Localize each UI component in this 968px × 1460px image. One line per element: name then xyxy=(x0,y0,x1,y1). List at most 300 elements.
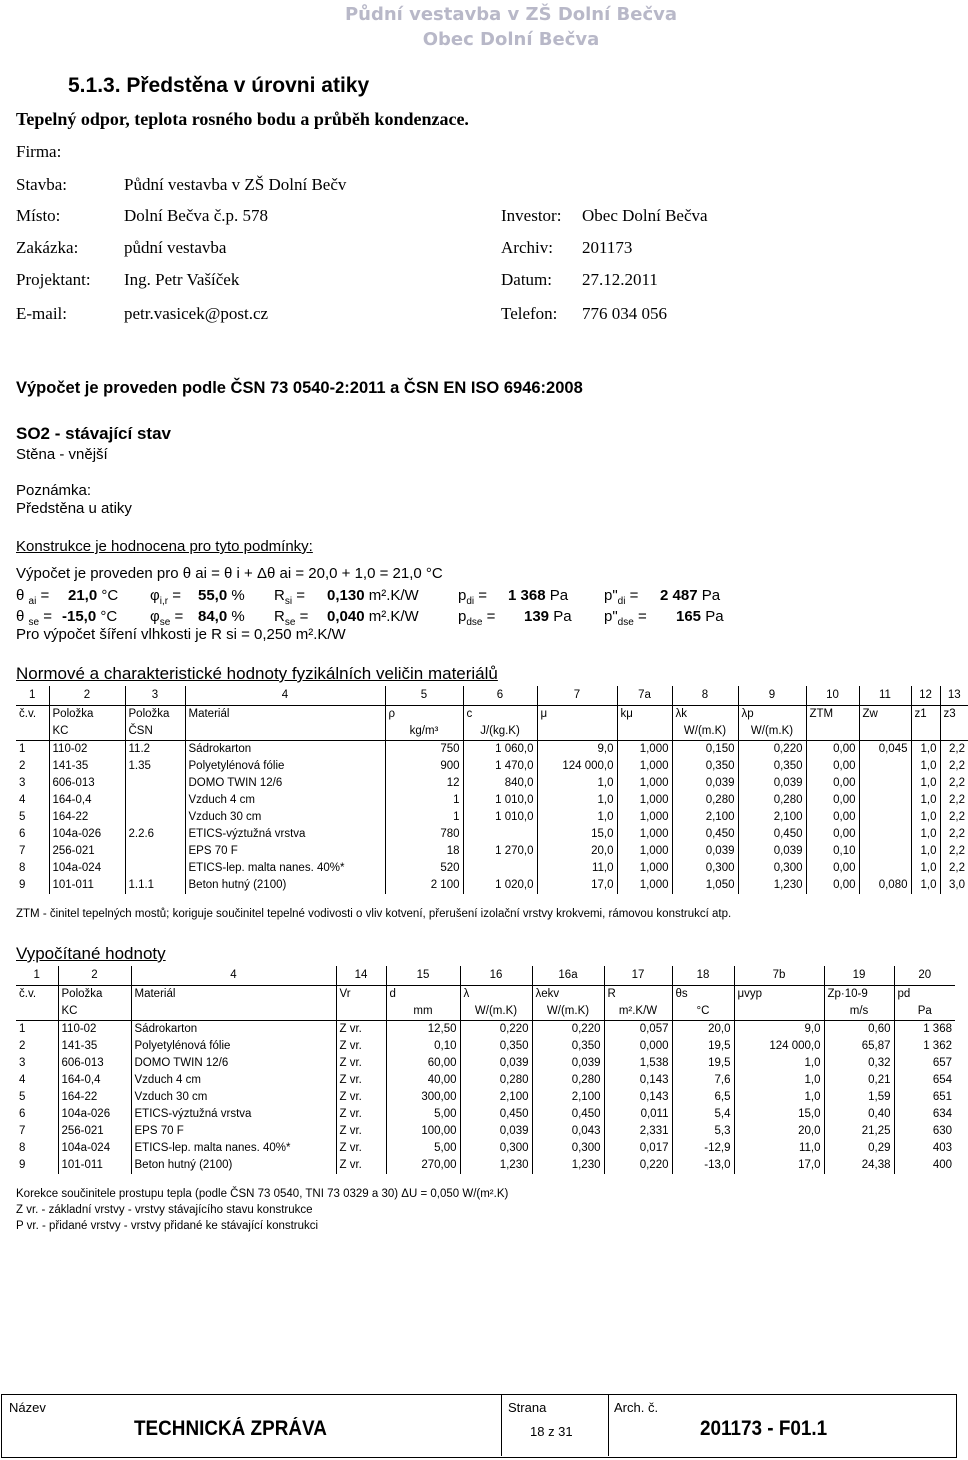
table-cell: ETICS-lep. malta nanes. 40%* xyxy=(131,1140,336,1157)
conditions-calc-line: Výpočet je proveden pro θ ai = θ i + Δθ ai = 20,0 + 1,0 = 21,0 °C xyxy=(16,565,443,582)
table-cell: 1 060,0 xyxy=(463,741,537,759)
table-cell: Beton hutný (2100) xyxy=(131,1157,336,1174)
header-units-row-cell xyxy=(16,723,49,741)
column-number-row-cell: 2 xyxy=(49,686,125,706)
table-cell: 654 xyxy=(894,1072,955,1089)
table-cell: 1,0 xyxy=(911,792,940,809)
table-cell: 20,0 xyxy=(672,1021,734,1039)
table-cell xyxy=(859,758,911,775)
table-cell: 164-0,4 xyxy=(49,792,125,809)
header-units-row-cell: KC xyxy=(58,1003,131,1021)
note-label: Poznámka: xyxy=(16,482,92,499)
header-units-row-cell: KC xyxy=(49,723,125,741)
table-cell: 2,2 xyxy=(940,860,968,877)
table-cell: 2,2 xyxy=(940,741,968,759)
header-row-cell: Položka xyxy=(58,986,131,1004)
table-cell: 1,0 xyxy=(911,775,940,792)
table-cell: 270,00 xyxy=(386,1157,460,1174)
column-number-row-cell: 20 xyxy=(894,966,955,986)
table-cell xyxy=(463,860,537,877)
header-row-cell: θs xyxy=(672,986,734,1004)
header-owner: Obec Dolní Bečva xyxy=(422,29,600,50)
table-cell: 2,2 xyxy=(940,792,968,809)
header-units-row-cell: Pa xyxy=(894,1003,955,1021)
table-cell: 21,25 xyxy=(824,1123,894,1140)
investor-value: Obec Dolní Bečva xyxy=(582,206,708,225)
table-cell: 1,000 xyxy=(617,792,672,809)
table-cell: Polyetylénová fólie xyxy=(185,758,385,775)
header-row-cell: Zp·10-9 xyxy=(824,986,894,1004)
table-cell: 0,039 xyxy=(738,775,806,792)
table-cell: 0,00 xyxy=(806,877,859,894)
table-cell: 0,450 xyxy=(672,826,738,843)
table-cell: 0,143 xyxy=(604,1072,672,1089)
table-cell: 1,0 xyxy=(911,758,940,775)
table-cell: 4 xyxy=(19,794,26,806)
firma-label: Firma: xyxy=(16,142,62,161)
footer-divider-2 xyxy=(608,1394,609,1456)
pdse-value: 139 Pa xyxy=(524,608,572,625)
table-cell: 2,2 xyxy=(940,843,968,860)
table-cell: 6 xyxy=(19,1108,26,1120)
note-text: Předstěna u atiky xyxy=(16,500,132,517)
table-cell: 0,00 xyxy=(806,860,859,877)
table-cell: 1,0 xyxy=(911,809,940,826)
header-row-cell: ZTM xyxy=(806,706,859,724)
column-number-row-cell: 10 xyxy=(806,686,859,706)
theta-ai-label: θ $_{ai}$ = xyxy=(16,587,50,607)
rse-value: 0,040 m².K/W xyxy=(327,608,419,625)
footer-strana-label: Strana xyxy=(508,1400,547,1415)
computed-table xyxy=(16,966,955,1174)
table-cell: 1,0 xyxy=(911,877,940,894)
projektant-value: Ing. Petr Vašíček xyxy=(124,270,240,289)
table-cell: 0,00 xyxy=(806,758,859,775)
table-cell: 0,29 xyxy=(824,1140,894,1157)
header-row-cell: č.v. xyxy=(19,708,37,720)
table-cell: 5,3 xyxy=(672,1123,734,1140)
rse-label: $R_{se}$ = xyxy=(274,608,309,628)
table-cell: 0,039 xyxy=(672,775,738,792)
table-cell: 12,50 xyxy=(386,1021,460,1039)
table-cell: 0,039 xyxy=(532,1055,604,1072)
table-cell: 403 xyxy=(894,1140,955,1157)
table-cell: 1.1.1 xyxy=(125,877,185,894)
pdi-label: $p_{di}$ = xyxy=(458,587,488,607)
table-cell: 0,300 xyxy=(672,860,738,877)
phi-se-value: 84,0 % xyxy=(198,608,245,625)
table-cell: 1 010,0 xyxy=(463,792,537,809)
misto-value: Dolní Bečva č.p. 578 xyxy=(124,206,268,225)
footer-nazev-label: Název xyxy=(9,1400,46,1415)
column-number-row-cell: 7b xyxy=(734,966,824,986)
table-cell: 0,300 xyxy=(460,1140,532,1157)
norm-line: Výpočet je proveden podle ČSN 73 0540-2:2011 a ČSN EN ISO 6946:2008 xyxy=(16,379,583,397)
table-cell: Vzduch 30 cm xyxy=(185,809,385,826)
table-cell: 2 xyxy=(19,1040,26,1052)
table-cell: 0,043 xyxy=(532,1123,604,1140)
table-cell: 3 xyxy=(19,777,26,789)
table-cell: 0,017 xyxy=(604,1140,672,1157)
theta-se-label: θ $_{se}$ = xyxy=(16,608,53,628)
header-units-row-cell: W/(m.K) xyxy=(738,723,806,741)
table-cell: 0,039 xyxy=(460,1055,532,1072)
table-cell: 15,0 xyxy=(734,1106,824,1123)
header-row-cell: λekv xyxy=(532,986,604,1004)
header-units-row-cell xyxy=(859,723,911,741)
header-row-cell: ρ xyxy=(385,706,463,724)
psat-dse-label: $p"_{dse}$ = xyxy=(604,608,647,628)
table-cell: 2.2.6 xyxy=(125,826,185,843)
table-cell: 1.35 xyxy=(125,758,185,775)
table-cell: Z vr. xyxy=(336,1106,386,1123)
table-cell: 0,60 xyxy=(824,1021,894,1039)
column-number-row-cell: 3 xyxy=(125,686,185,706)
table-cell xyxy=(125,860,185,877)
table-cell: 2,2 xyxy=(940,826,968,843)
table-cell: 657 xyxy=(894,1055,955,1072)
table-cell: 1 362 xyxy=(894,1038,955,1055)
email-label: E-mail: xyxy=(16,304,67,323)
header-units-row-cell: ČSN xyxy=(125,723,185,741)
table-cell: 780 xyxy=(385,826,463,843)
table-cell: 164-22 xyxy=(58,1089,131,1106)
table-cell: 20,0 xyxy=(537,843,617,860)
phi-se-label: $\varphi_{se}$ = xyxy=(150,608,184,628)
table-row xyxy=(16,792,968,809)
header-units-row-cell: m/s xyxy=(824,1003,894,1021)
header-row-cell: λ xyxy=(460,986,532,1004)
table-cell: 11,0 xyxy=(734,1140,824,1157)
header-row-cell: λp xyxy=(738,706,806,724)
conditions-heading: Konstrukce je hodnocena pro tyto podmínky: xyxy=(16,538,313,555)
moisture-line: Pro výpočet šíření vlhkosti je R si = 0,250 m².K/W xyxy=(16,626,346,643)
table-cell: 101-011 xyxy=(58,1157,131,1174)
table-cell: 8 xyxy=(19,862,26,874)
rsi-value: 0,130 m².K/W xyxy=(327,587,419,604)
table-cell: 5 xyxy=(19,1091,26,1103)
table-cell: 2,100 xyxy=(738,809,806,826)
table-cell: 104a-026 xyxy=(58,1106,131,1123)
header-units-row-cell: °C xyxy=(672,1003,734,1021)
table-cell: 9,0 xyxy=(537,741,617,759)
table-cell: 2,100 xyxy=(672,809,738,826)
table-cell: 0,080 xyxy=(859,877,911,894)
table-cell: 2,100 xyxy=(532,1089,604,1106)
header-row-cell: Materiál xyxy=(131,986,336,1004)
table-cell: 40,00 xyxy=(386,1072,460,1089)
table-cell: 2,2 xyxy=(940,775,968,792)
table-cell: 12 xyxy=(385,775,463,792)
table-cell: 7 xyxy=(19,845,26,857)
table-cell: 2 xyxy=(19,760,26,772)
table-cell: 0,039 xyxy=(672,843,738,860)
table-cell: 1,230 xyxy=(460,1157,532,1174)
table-cell: 0,10 xyxy=(806,843,859,860)
pdse-label: $p_{dse}$ = xyxy=(458,608,496,628)
table-row xyxy=(16,843,968,860)
column-number-row-cell: 12 xyxy=(911,686,940,706)
column-number-row-cell: 14 xyxy=(336,966,386,986)
header-row-cell: kμ xyxy=(617,706,672,724)
table-cell: 651 xyxy=(894,1089,955,1106)
table-cell: 20,0 xyxy=(734,1123,824,1140)
table-cell: DOMO TWIN 12/6 xyxy=(131,1055,336,1072)
column-number-row-cell: 7a xyxy=(617,686,672,706)
zakazka-label: Zakázka: xyxy=(16,238,79,257)
so-title: SO2 - stávající stav xyxy=(16,424,171,443)
table-cell: 0,300 xyxy=(532,1140,604,1157)
footer-arch: 201173 - F01.1 xyxy=(700,1417,828,1440)
table-cell: Z vr. xyxy=(336,1157,386,1174)
table-cell: 750 xyxy=(385,741,463,759)
header-row-cell: λk xyxy=(672,706,738,724)
header-units-row-cell: kg/m³ xyxy=(385,723,463,741)
table-cell: 1 368 xyxy=(894,1021,955,1039)
phi-ir-value: 55,0 % xyxy=(198,587,245,604)
email-value: petr.vasicek@post.cz xyxy=(124,304,269,323)
table-cell: 1,0 xyxy=(734,1072,824,1089)
table-cell: Z vr. xyxy=(336,1055,386,1072)
header-units-row-cell xyxy=(940,723,968,741)
table-cell: 0,220 xyxy=(604,1157,672,1174)
table-cell: 8 xyxy=(19,1142,26,1154)
column-number-row-cell: 5 xyxy=(385,686,463,706)
table-cell: 3,0 xyxy=(940,877,968,894)
document-subtitle: Tepelný odpor, teplota rosného bodu a průběh kondenzace. xyxy=(16,109,469,129)
table-row xyxy=(16,1123,955,1140)
table-cell: 2,100 xyxy=(460,1089,532,1106)
stavba-value: Půdní vestavba v ZŠ Dolní Bečv xyxy=(124,175,347,194)
table-row xyxy=(16,1072,955,1089)
header-row xyxy=(16,706,968,724)
computed-note-1: Korekce součinitele prostupu tepla (podle ČSN 73 0540, TNI 73 0329 a 30) ΔU = 0,050 W/(m².K) xyxy=(16,1188,509,1200)
table-cell: 15,0 xyxy=(537,826,617,843)
header-row-cell: Položka xyxy=(125,706,185,724)
table-cell: 1,0 xyxy=(537,792,617,809)
table-cell: EPS 70 F xyxy=(131,1123,336,1140)
section-title: 5.1.3. Předstěna v úrovni atiky xyxy=(68,74,370,97)
misto-label: Místo: xyxy=(16,206,61,225)
header-row-cell: Materiál xyxy=(185,706,385,724)
column-number-row-cell: 16 xyxy=(460,966,532,986)
table-cell: 0,045 xyxy=(859,741,911,759)
table-cell: 104a-024 xyxy=(49,860,125,877)
table-row xyxy=(16,1089,955,1106)
column-number-row xyxy=(16,966,955,986)
table-cell: 0,220 xyxy=(532,1021,604,1039)
table-cell: 0,00 xyxy=(806,809,859,826)
table-cell: Z vr. xyxy=(336,1072,386,1089)
table-cell: 0,450 xyxy=(460,1106,532,1123)
table-cell: 18 xyxy=(385,843,463,860)
table-cell: 1,000 xyxy=(617,758,672,775)
table-cell: Vzduch 30 cm xyxy=(131,1089,336,1106)
table-cell: 17,0 xyxy=(734,1157,824,1174)
telefon-label: Telefon: xyxy=(501,304,558,323)
header-units-row-cell xyxy=(911,723,940,741)
table-cell: Vzduch 4 cm xyxy=(185,792,385,809)
psat-di-value: 2 487 Pa xyxy=(660,587,721,604)
table-row xyxy=(16,809,968,826)
table-row xyxy=(16,1140,955,1157)
stavba-label: Stavba: xyxy=(16,175,67,194)
table-cell: 0,039 xyxy=(460,1123,532,1140)
table-cell: 0,350 xyxy=(672,758,738,775)
column-number-row-cell: 4 xyxy=(131,966,336,986)
table-cell xyxy=(859,826,911,843)
table-row xyxy=(16,1021,955,1039)
phi-ir-label: $\varphi_{i,r}$ = xyxy=(150,587,182,607)
table-cell: 7,6 xyxy=(672,1072,734,1089)
table-cell: 5 xyxy=(19,811,26,823)
wall-type: Stěna - vnější xyxy=(16,446,108,463)
computed-note-3: P vr. - přidané vrstvy - vrstvy přidané ke stávající konstrukci xyxy=(16,1220,319,1232)
table-cell: 1,000 xyxy=(617,826,672,843)
table-cell: 256-021 xyxy=(49,843,125,860)
header-row-cell: c xyxy=(463,706,537,724)
header-units-row-cell xyxy=(734,1003,824,1021)
datum-label: Datum: xyxy=(501,270,552,289)
table-cell xyxy=(859,809,911,826)
table-row xyxy=(16,741,968,759)
computed-title: Vypočítané hodnoty xyxy=(16,944,166,963)
header-units-row-cell: W/(m.K) xyxy=(672,723,738,741)
column-number-row-cell: 2 xyxy=(58,966,131,986)
header-units-row xyxy=(16,723,968,741)
table-row xyxy=(16,1038,955,1055)
table-cell: Z vr. xyxy=(336,1038,386,1055)
table-cell: 0,10 xyxy=(386,1038,460,1055)
column-number-row-cell: 9 xyxy=(738,686,806,706)
table-cell: Sádrokarton xyxy=(131,1021,336,1039)
table-cell: Vzduch 4 cm xyxy=(131,1072,336,1089)
psat-dse-value: 165 Pa xyxy=(676,608,724,625)
table-cell: 1,230 xyxy=(738,877,806,894)
table-cell: 2,2 xyxy=(940,809,968,826)
table-cell: -13,0 xyxy=(672,1157,734,1174)
table-cell: 1,0 xyxy=(537,775,617,792)
column-number-row-cell: 13 xyxy=(940,686,968,706)
header-units-row-cell xyxy=(617,723,672,741)
table-cell: 104a-026 xyxy=(49,826,125,843)
table-cell: 6,5 xyxy=(672,1089,734,1106)
table-cell: 17,0 xyxy=(537,877,617,894)
header-row-cell: č.v. xyxy=(19,988,37,1000)
computed-note-2: Z vr. - základní vrstvy - vrstvy stávajícího stavu konstrukce xyxy=(16,1204,313,1216)
column-number-row-cell: 7 xyxy=(537,686,617,706)
table-row xyxy=(16,1106,955,1123)
table-cell: 5,00 xyxy=(386,1140,460,1157)
table-cell: 0,000 xyxy=(604,1038,672,1055)
table-cell: 2 100 xyxy=(385,877,463,894)
table-cell: 1 020,0 xyxy=(463,877,537,894)
investor-label: Investor: xyxy=(501,206,562,225)
table-cell: 0,350 xyxy=(738,758,806,775)
table-cell: 1,0 xyxy=(911,843,940,860)
table-cell: 1 010,0 xyxy=(463,809,537,826)
header-row-cell: Vr xyxy=(336,986,386,1004)
table-cell: 0,21 xyxy=(824,1072,894,1089)
table-cell: 0,057 xyxy=(604,1021,672,1039)
table-cell: 141-35 xyxy=(58,1038,131,1055)
table-cell xyxy=(859,843,911,860)
column-number-row-cell: 18 xyxy=(672,966,734,986)
table-cell: 0,32 xyxy=(824,1055,894,1072)
rsi-label: $R_{si}$ = xyxy=(274,587,306,607)
table-cell: 6 xyxy=(19,828,26,840)
table-cell: Z vr. xyxy=(336,1021,386,1039)
table-cell: 0,220 xyxy=(460,1021,532,1039)
table-cell xyxy=(859,775,911,792)
table-cell: 3 xyxy=(19,1057,26,1069)
table-cell: Z vr. xyxy=(336,1123,386,1140)
table-cell: 104a-024 xyxy=(58,1140,131,1157)
table-cell: 124 000,0 xyxy=(734,1038,824,1055)
header-units-row-cell xyxy=(16,1003,58,1021)
table-cell: Z vr. xyxy=(336,1089,386,1106)
table-cell: 634 xyxy=(894,1106,955,1123)
table-cell: 606-013 xyxy=(49,775,125,792)
table-cell: 164-22 xyxy=(49,809,125,826)
table-cell: 101-011 xyxy=(49,877,125,894)
table-cell: 520 xyxy=(385,860,463,877)
table-cell: 0,350 xyxy=(460,1038,532,1055)
table-cell: 110-02 xyxy=(49,741,125,759)
table-cell: 1,000 xyxy=(617,741,672,759)
table-cell: 1,0 xyxy=(734,1055,824,1072)
table-cell: 65,87 xyxy=(824,1038,894,1055)
header-row-cell: μvyp xyxy=(734,986,824,1004)
header-units-row-cell: W/(m.K) xyxy=(532,1003,604,1021)
header-project: Půdní vestavba v ZŠ Dolní Bečva xyxy=(344,4,678,25)
table-cell xyxy=(125,775,185,792)
table-cell: 0,00 xyxy=(806,792,859,809)
table-cell: 256-021 xyxy=(58,1123,131,1140)
column-number-row-cell: 15 xyxy=(386,966,460,986)
column-number-row xyxy=(16,686,968,706)
table-cell: 100,00 xyxy=(386,1123,460,1140)
header-units-row-cell xyxy=(336,1003,386,1021)
table-cell: 5,4 xyxy=(672,1106,734,1123)
header-row-cell: pd xyxy=(894,986,955,1004)
table-row xyxy=(16,775,968,792)
psat-di-label: $p"_{di}$ = xyxy=(604,587,639,607)
table-cell: ETICS-výztužná vrstva xyxy=(131,1106,336,1123)
table-cell: 60,00 xyxy=(386,1055,460,1072)
table-cell: 0,300 xyxy=(738,860,806,877)
table-cell: 4 xyxy=(19,1074,26,1086)
table-cell: 0,280 xyxy=(738,792,806,809)
header-units-row-cell: mm xyxy=(386,1003,460,1021)
header-units-row-cell xyxy=(185,723,385,741)
table-cell: DOMO TWIN 12/6 xyxy=(185,775,385,792)
table-cell: 124 000,0 xyxy=(537,758,617,775)
table-cell: 0,150 xyxy=(672,741,738,759)
column-number-row-cell: 6 xyxy=(463,686,537,706)
theta-ai-value: 21,0 °C xyxy=(68,587,119,604)
table-cell: 0,280 xyxy=(532,1072,604,1089)
theta-se-value: -15,0 °C xyxy=(62,608,118,625)
table-cell: 1 xyxy=(385,792,463,809)
table-cell: 1,000 xyxy=(617,860,672,877)
telefon-value: 776 034 056 xyxy=(582,304,667,323)
column-number-row-cell: 1 xyxy=(16,966,58,986)
table-cell: 606-013 xyxy=(58,1055,131,1072)
table-cell: 1 xyxy=(19,743,26,755)
table-cell: 110-02 xyxy=(58,1021,131,1039)
table-cell: 19,5 xyxy=(672,1055,734,1072)
